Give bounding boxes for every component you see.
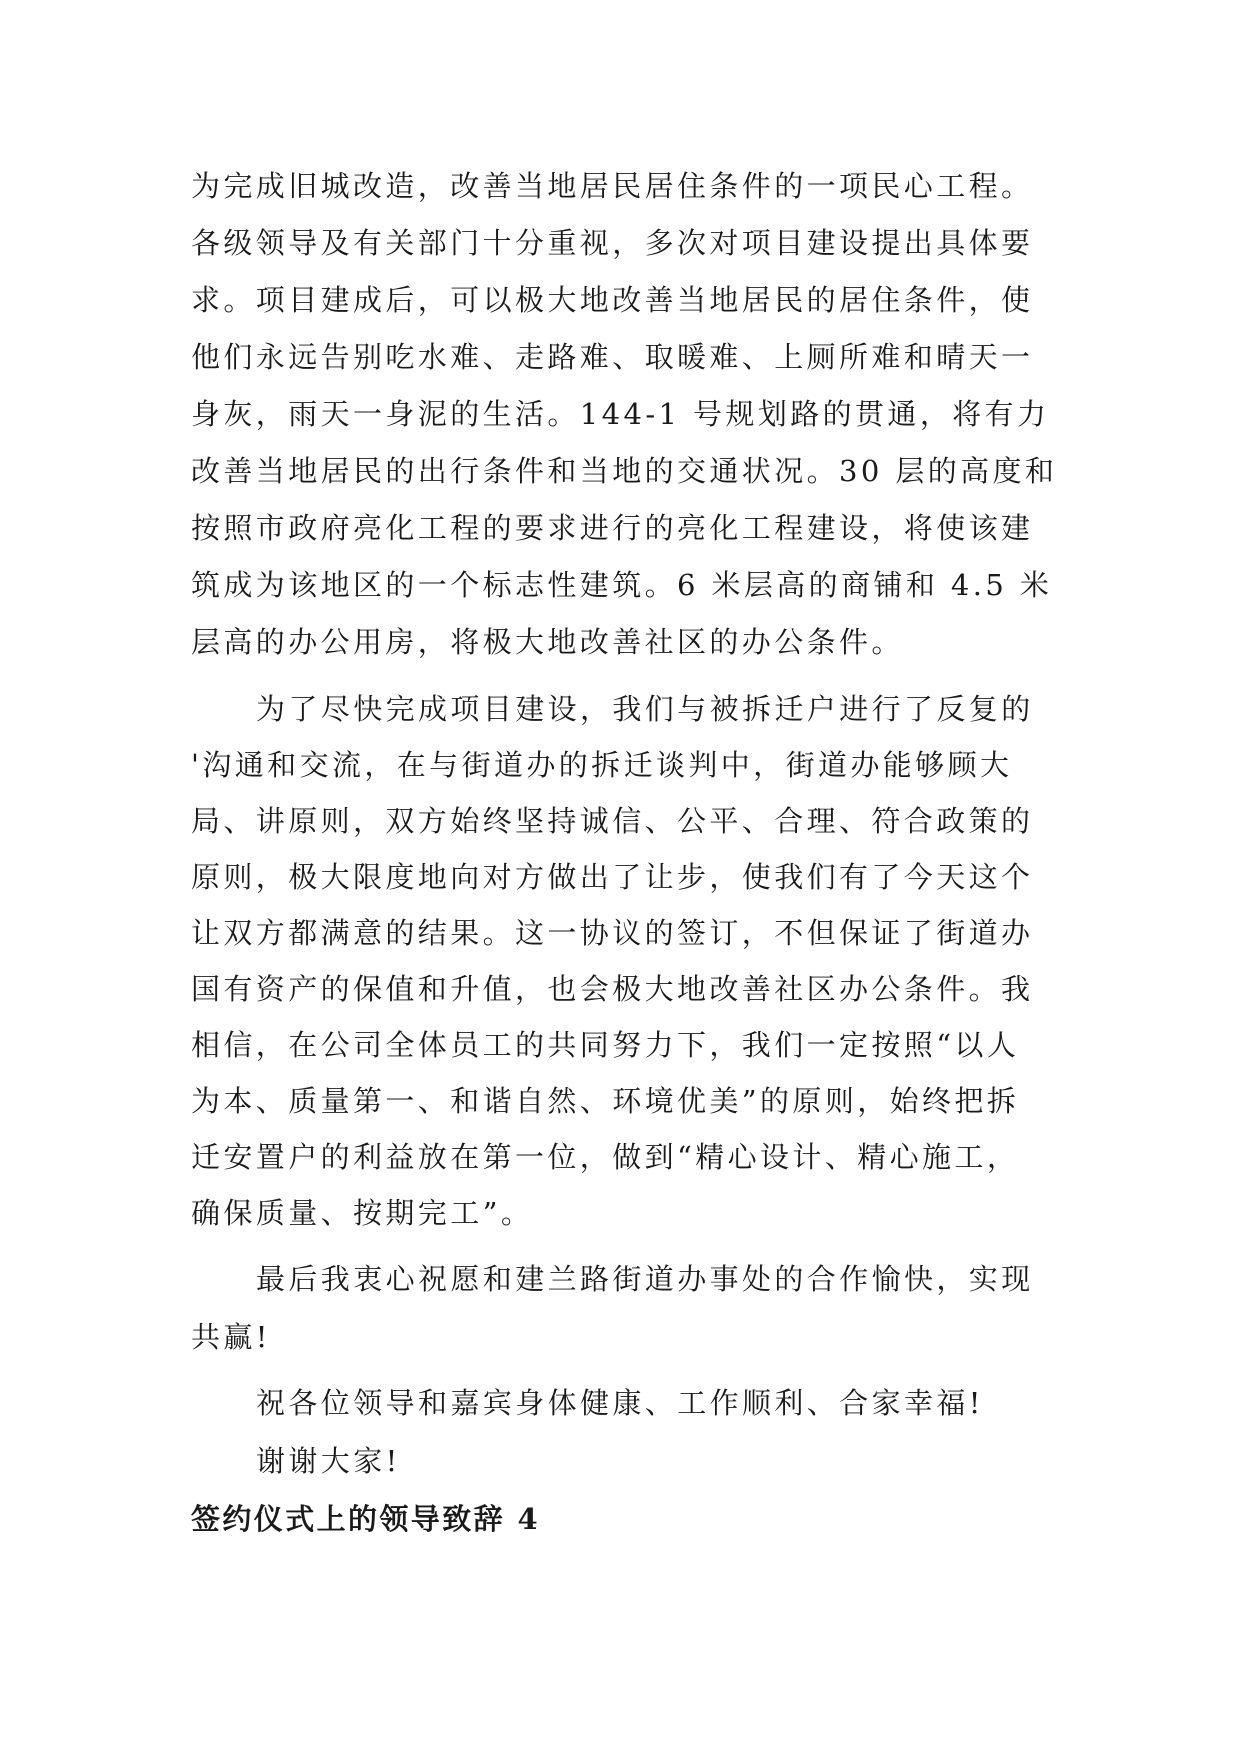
text-line: 确保质量、按期完工”。	[191, 1196, 534, 1230]
text-line: 迁安置户的利益放在第一位，做到“精心设计、精心施工，	[191, 1140, 1020, 1174]
text-line: 各级领导及有关部门十分重视，多次对项目建设提出具体要	[191, 226, 1034, 260]
text-line: 共赢!	[191, 1320, 271, 1354]
text-line: 身灰，雨天一身泥的生活。144-1 号规划路的贯通，将有力	[191, 397, 1050, 431]
text-line: 最后我衷心祝愿和建兰路街道办事处的合作愉快，实现	[256, 1262, 1034, 1296]
text-line: 局、讲原则，双方始终坚持诚信、公平、合理、符合政策的	[191, 804, 1034, 838]
text-line: 谢谢大家!	[256, 1444, 401, 1478]
text-line: 筑成为该地区的一个标志性建筑。6 米层高的商铺和 4.5 米	[191, 568, 1053, 602]
text-line: 为完成旧城改造，改善当地居民居住条件的一项民心工程。	[191, 169, 1034, 203]
text-line: 国有资产的保值和升值，也会极大地改善社区办公条件。我	[191, 972, 1034, 1006]
text-line: '沟通和交流，在与街道办的拆迁谈判中，街道办能够顾大	[191, 748, 1013, 782]
text-line: 改善当地居民的出行条件和当地的交通状况。30 层的高度和	[191, 454, 1058, 488]
text-line: 为了尽快完成项目建设，我们与被拆迁户进行了反复的	[256, 692, 1034, 726]
text-line: 原则，极大限度地向对方做出了让步，使我们有了今天这个	[191, 860, 1034, 894]
text-line: 他们永远告别吃水难、走路难、取暖难、上厕所难和晴天一	[191, 340, 1034, 374]
text-line: 求。项目建成后，可以极大地改善当地居民的居住条件，使	[191, 283, 1034, 317]
text-line: 为本、质量第一、和谐自然、环境优美”的原则，始终把拆	[191, 1084, 1020, 1118]
section-heading: 签约仪式上的领导致辞 4	[191, 1502, 541, 1536]
text-line: 按照市政府亮化工程的要求进行的亮化工程建设，将使该建	[191, 511, 1034, 545]
text-line: 层高的办公用房，将极大地改善社区的办公条件。	[191, 625, 904, 659]
text-line: 让双方都满意的结果。这一协议的签订，不但保证了街道办	[191, 916, 1034, 950]
text-line: 祝各位领导和嘉宾身体健康、工作顺利、合家幸福!	[256, 1386, 984, 1420]
text-line: 相信，在公司全体员工的共同努力下，我们一定按照“以人	[191, 1028, 1020, 1062]
